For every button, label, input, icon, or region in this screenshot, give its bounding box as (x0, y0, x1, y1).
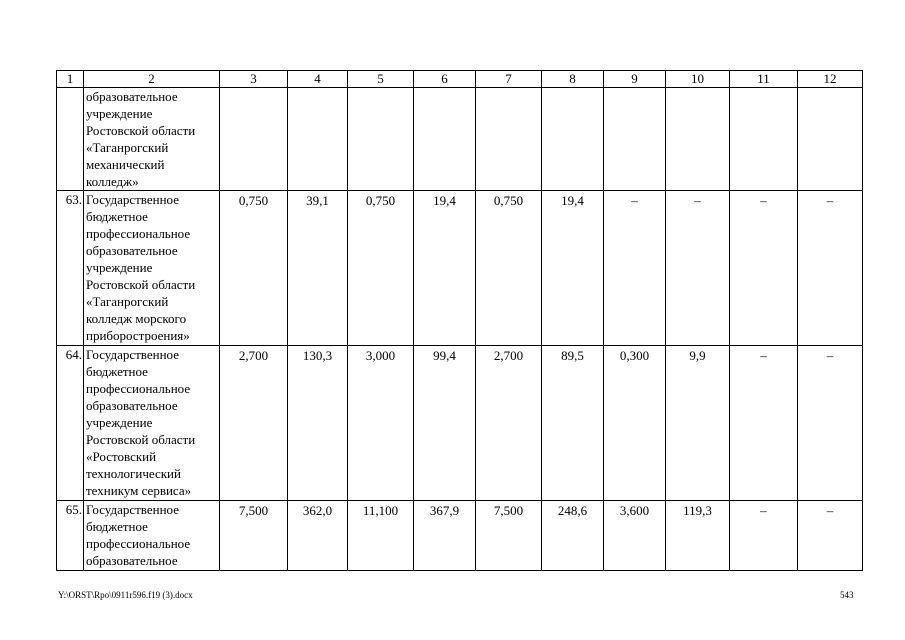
cell-value: 248,6 (542, 501, 604, 571)
cell-value: – (798, 501, 863, 571)
column-number: 2 (84, 71, 220, 88)
cell-value: 99,4 (414, 346, 476, 501)
table-row (57, 501, 863, 571)
cell-value: 2,700 (220, 346, 288, 501)
cell-value: 19,4 (414, 191, 476, 346)
page-number: 543 (840, 590, 854, 600)
footer-file-path: Y:\ORST\Rpo\0911r596.f19 (3).docx (58, 590, 193, 600)
institution-name: Государственное бюджетное профессиональное образовательное (84, 501, 220, 571)
cell-value: 0,750 (220, 191, 288, 346)
cell-value: 0,750 (348, 191, 414, 346)
cell-value: – (730, 346, 798, 501)
cell-value: 362,0 (288, 501, 348, 571)
column-number: 12 (798, 71, 863, 88)
cell-value (604, 88, 666, 191)
column-number: 6 (414, 71, 476, 88)
cell-value: – (666, 191, 730, 346)
cell-value (220, 88, 288, 191)
cell-value: 367,9 (414, 501, 476, 571)
cell-value: – (798, 191, 863, 346)
table-row (57, 191, 863, 346)
institution-name: Государственное бюджетное профессиональное образовательное учреждение Ростовской области «Ростовский технологический техникум сервиса» (84, 346, 220, 501)
table-row (57, 346, 863, 501)
data-table (56, 70, 863, 571)
cell-value: 0,750 (476, 191, 542, 346)
cell-value: 39,1 (288, 191, 348, 346)
row-number: 65. (57, 501, 84, 571)
cell-value (476, 88, 542, 191)
column-number: 7 (476, 71, 542, 88)
cell-value: 11,100 (348, 501, 414, 571)
cell-value (414, 88, 476, 191)
cell-value: 3,600 (604, 501, 666, 571)
column-number: 5 (348, 71, 414, 88)
row-number: 64. (57, 346, 84, 501)
cell-value: – (604, 191, 666, 346)
cell-value (288, 88, 348, 191)
cell-value: 2,700 (476, 346, 542, 501)
institution-name: Государственное бюджетное профессиональное образовательное учреждение Ростовской области «Таганрогский колледж морского приборостроения» (84, 191, 220, 346)
row-number (57, 88, 84, 191)
row-number: 63. (57, 191, 84, 346)
cell-value: 9,9 (666, 346, 730, 501)
column-number: 4 (288, 71, 348, 88)
institution-name: образовательное учреждение Ростовской области «Таганрогский механический колледж» (84, 88, 220, 191)
cell-value (542, 88, 604, 191)
cell-value: – (798, 346, 863, 501)
column-number: 8 (542, 71, 604, 88)
cell-value: 119,3 (666, 501, 730, 571)
cell-value: – (730, 191, 798, 346)
column-number: 10 (666, 71, 730, 88)
cell-value (666, 88, 730, 191)
cell-value: 3,000 (348, 346, 414, 501)
column-number: 11 (730, 71, 798, 88)
cell-value: 19,4 (542, 191, 604, 346)
cell-value (798, 88, 863, 191)
cell-value: 89,5 (542, 346, 604, 501)
table-row (57, 88, 863, 191)
column-number-row (57, 71, 863, 88)
column-number: 3 (220, 71, 288, 88)
cell-value: 7,500 (220, 501, 288, 571)
cell-value (730, 88, 798, 191)
column-number: 1 (57, 71, 84, 88)
cell-value (348, 88, 414, 191)
cell-value: 7,500 (476, 501, 542, 571)
cell-value: – (730, 501, 798, 571)
cell-value: 0,300 (604, 346, 666, 501)
cell-value: 130,3 (288, 346, 348, 501)
column-number: 9 (604, 71, 666, 88)
